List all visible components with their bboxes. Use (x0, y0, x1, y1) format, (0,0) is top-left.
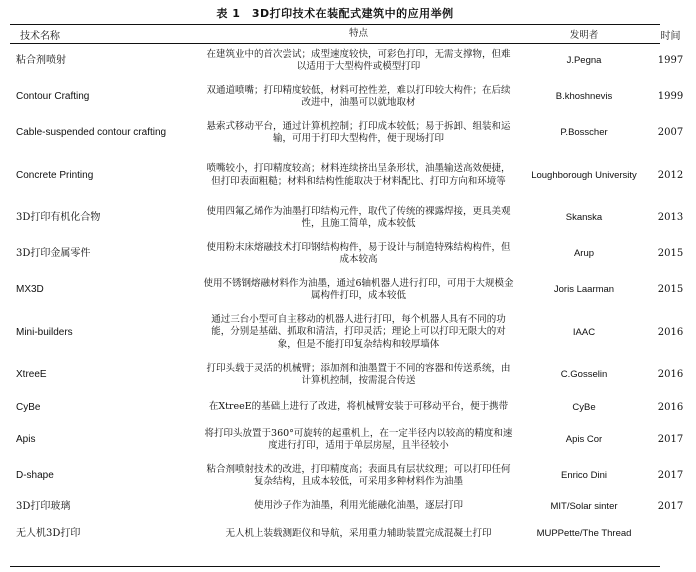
header-feature: 特点 (348, 27, 368, 39)
cell-inventor: Joris Laarman (553, 284, 615, 295)
table-caption: 表 1 3D打印技术在装配式建筑中的应用举例 (216, 7, 454, 20)
cell-inventor: B.khoshnevis (555, 91, 613, 102)
header-inventor: 发明者 (569, 30, 599, 41)
table-row (10, 115, 696, 151)
cell-feature: 使用四氟乙烯作为油墨打印结构元件，取代了传统的裸露焊接，更具美观性，且施工简单，成本较低 (206, 205, 511, 229)
cell-name: 3D打印玻璃 (16, 500, 71, 512)
cell-inventor: Arup (573, 248, 595, 259)
cell-inventor: Skanska (565, 212, 603, 223)
cell-feature: 使用粉末床熔融技术打印钢结构构件，易于设计与制造特殊结构构件，但成本较高 (206, 241, 511, 265)
cell-name: Concrete Printing (16, 169, 94, 181)
cell-inventor: CyBe (572, 401, 596, 413)
cell-inventor: IAAC (572, 326, 596, 338)
table-row (10, 393, 696, 422)
cell-feature: 喷嘴较小，打印精度较高；材料连续挤出呈条形状，油墨输送高效便捷，但打印表面粗糙；材料和结构性能取决于材料配比、打印方向和环境等 (206, 163, 511, 187)
cell-name: Apis (16, 434, 36, 445)
cell-feature: 无人机上装载测距仪和导航，采用重力辅助装置完成混凝土打印 (225, 527, 492, 539)
cell-year: 2017 (657, 470, 684, 481)
cell-name: D-shape (16, 470, 54, 481)
cell-name: XtreeE (16, 369, 47, 380)
application-table (10, 25, 696, 549)
cell-feature: 打印头载于灵活的机械臂；添加剂和油墨置于不同的容器和传送系统，由计算机控制，按需混合传送 (206, 362, 511, 386)
cell-feature: 在建筑业中的首次尝试；成型速度较快，可彩色打印，无需支撑物，但难以适用于大型构件或模型打印 (206, 48, 511, 72)
table-row (10, 43, 696, 79)
cell-inventor: Enrico Dini (561, 470, 607, 481)
cell-name: CyBe (16, 401, 41, 413)
cell-inventor: J.Pegna (566, 55, 602, 66)
table-row (10, 236, 696, 272)
header-name: 技术名称 (20, 30, 60, 42)
table-bottom-rule (10, 566, 660, 567)
table-row (10, 519, 696, 549)
cell-feature: 通过三台小型可自主移动的机器人进行打印，每个机器人具有不同的功能，分别是基础、抓取和清洁，打印灵活；理论上可以打印无限大的对象，但是不能打印复杂结构和较厚墙体 (211, 313, 506, 350)
table-row (10, 151, 696, 200)
cell-year: 2015 (657, 248, 684, 259)
table-row (10, 494, 696, 519)
cell-name: Mini-builders (16, 326, 73, 338)
table-body (10, 43, 696, 549)
cell-year: 2016 (657, 401, 684, 413)
table-row (10, 79, 696, 115)
table-row (10, 357, 696, 393)
table-row (10, 272, 696, 308)
cell-name: 3D打印有机化合物 (16, 212, 101, 223)
table-row (10, 200, 696, 236)
cell-name: 无人机3D打印 (16, 528, 81, 539)
cell-year: 2012 (657, 169, 684, 181)
cell-inventor: Apis Cor (565, 434, 603, 445)
cell-year: 1999 (657, 91, 684, 102)
cell-name: 粘合剂喷射 (16, 55, 66, 66)
header-year: 时间 (660, 30, 681, 42)
cell-inventor: P.Bosscher (560, 127, 608, 138)
cell-year: 2017 (657, 434, 684, 445)
cell-year: 2007 (657, 127, 684, 138)
table-header-row (10, 25, 696, 43)
cell-name: 3D打印金属零件 (16, 248, 91, 259)
cell-year: 2016 (657, 369, 684, 380)
cell-feature: 使用沙子作为油墨，利用光能融化油墨，逐层打印 (253, 500, 463, 512)
cell-name: Contour Crafting (16, 91, 90, 102)
cell-inventor: C.Gosselin (560, 369, 608, 380)
cell-feature: 悬索式移动平台，通过计算机控制；打印成本较低；易于拆卸、组装和运输，可用于打印大型构件，便于现场打印 (206, 120, 511, 144)
cell-name: Cable-suspended contour crafting (16, 127, 167, 138)
cell-feature: 将打印头放置于360°可旋转的起重机上，在一定半径内以较高的精度和速度进行打印，适用于单层房屋，且半径较小 (204, 427, 513, 451)
cell-feature: 粘合剂喷射技术的改进，打印精度高；表面具有层状纹理；可以打印任何复杂结构，且成本较低，可采用多种材料作为油墨 (206, 463, 511, 487)
cell-year: 2013 (657, 212, 684, 223)
cell-year: 1997 (657, 55, 684, 66)
cell-feature: 在XtreeE的基础上进行了改进，将机械臂安装于可移动平台，便于携带 (208, 401, 509, 413)
cell-year (645, 519, 696, 549)
cell-inventor: MIT/Solar sinter (550, 500, 618, 512)
table-row (10, 422, 696, 458)
cell-name: MX3D (16, 284, 44, 295)
cell-feature: 双通道喷嘴；打印精度较低，材料可控性差，难以打印较大构件；在后续改进中，油墨可以就地取材 (206, 84, 511, 108)
cell-inventor: Loughborough University (531, 169, 637, 181)
cell-year: 2017 (657, 500, 684, 512)
cell-feature: 使用不锈钢熔融材料作为油墨，通过6轴机器人进行打印，可用于大规模金属构件打印，成本较低 (203, 277, 514, 301)
cell-year: 2015 (657, 284, 684, 295)
table-row (10, 308, 696, 357)
cell-year: 2016 (657, 326, 684, 338)
table-row (10, 458, 696, 494)
cell-inventor: MUPPette/The Thread (536, 528, 632, 539)
